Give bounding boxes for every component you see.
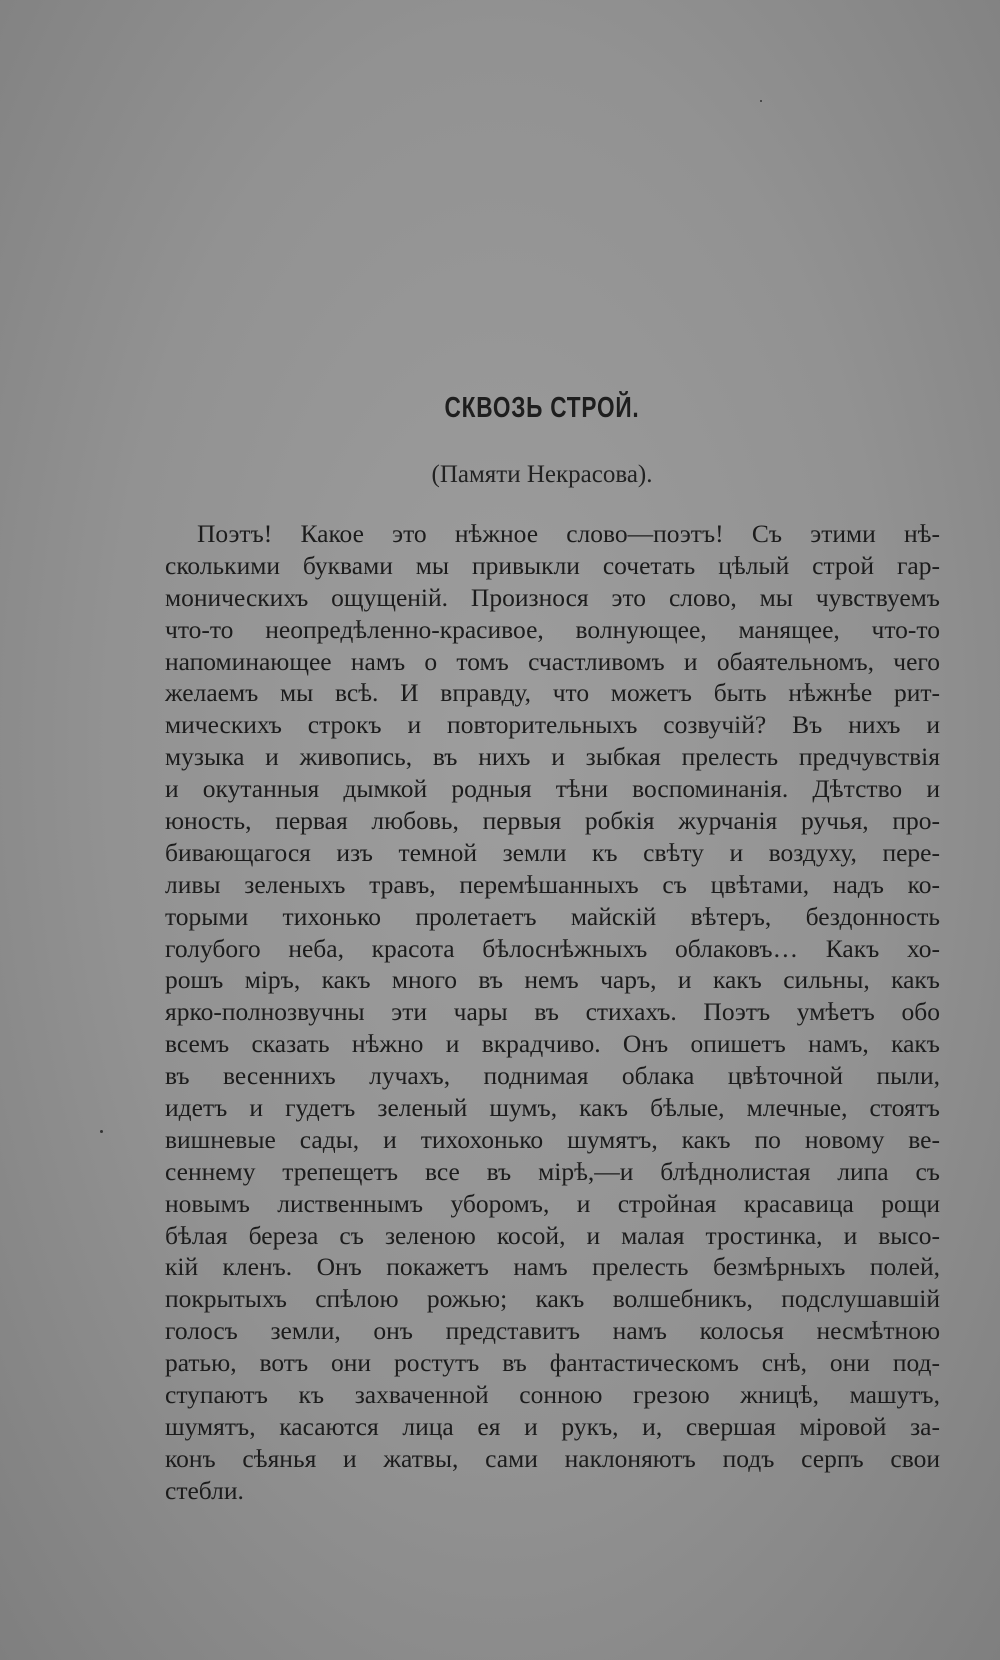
text-line: мическихъ строкъ и повторительныхъ созвучій? Въ нихъ и bbox=[165, 710, 940, 740]
text-line: что-то неопредѣленно-красивое, волнующее, манящее, что-то bbox=[165, 614, 940, 644]
text-line: сколькими буквами мы привыкли сочетать цѣлый строй гар- bbox=[165, 550, 940, 580]
text-line: желаемъ мы всѣ. И вправду, что можетъ быть нѣжнѣе рит- bbox=[165, 678, 940, 708]
text-line: торыми тихонько пролетаетъ майскій вѣтеръ, бездонность bbox=[165, 901, 940, 931]
text-line: стебли. bbox=[165, 1475, 244, 1505]
text-line: рошъ міръ, какъ много въ немъ чаръ, и какъ сильны, какъ bbox=[165, 965, 940, 995]
chapter-title: СКВОЗЬ СТРОЙ. bbox=[444, 392, 640, 424]
text-line: голубого неба, красота бѣлоснѣжныхъ облаковъ… Какъ хо- bbox=[165, 933, 940, 963]
text-line: ступаютъ къ захваченной сонною грезою жницѣ, машутъ, bbox=[165, 1380, 940, 1410]
text-line: голосъ земли, онъ представитъ намъ колосья несмѣтною bbox=[165, 1316, 940, 1346]
paper-speck bbox=[760, 100, 762, 102]
text-line: въ весеннихъ лучахъ, поднимая облака цвѣточной пыли, bbox=[165, 1061, 940, 1091]
text-line: новымъ лиственнымъ уборомъ, и стройная красавица рощи bbox=[165, 1188, 940, 1218]
text-line: напоминающее намъ о томъ счастливомъ и обаятельномъ, чего bbox=[165, 646, 940, 676]
body-text bbox=[165, 518, 940, 1507]
text-line: музыка и живопись, въ нихъ и зыбкая прелесть предчувствія bbox=[165, 742, 940, 772]
text-line: покрытыхъ спѣлою рожью; какъ волшебникъ, подслушавшій bbox=[165, 1284, 940, 1314]
text-line: ярко-полнозвучны эти чары въ стихахъ. Поэтъ умѣетъ обо bbox=[165, 997, 940, 1027]
text-line: конъ сѣянья и жатвы, сами наклоняютъ подъ серпъ свои bbox=[165, 1443, 940, 1473]
text-line: идетъ и гудетъ зеленый шумъ, какъ бѣлые, млечные, стоятъ bbox=[165, 1093, 940, 1123]
text-line: всемъ сказать нѣжно и вкрадчиво. Онъ опишетъ намъ, какъ bbox=[165, 1029, 940, 1059]
text-line: шумятъ, касаются лица ея и рукъ, и, свершая міровой за- bbox=[165, 1411, 940, 1441]
text-line: юность, первая любовь, первыя робкія журчанія ручья, про- bbox=[165, 806, 940, 836]
text-line: бивающагося изъ темной земли къ свѣту и воздуху, пере- bbox=[165, 837, 940, 867]
text-line: ратью, вотъ они ростутъ въ фантастическомъ снѣ, они под- bbox=[165, 1348, 940, 1378]
text-line: вишневые сады, и тихохонько шумятъ, какъ по новому ве- bbox=[165, 1124, 940, 1154]
text-line: и окутанныя дымкой родныя тѣни воспоминанія. Дѣтство и bbox=[165, 774, 940, 804]
text-line: сеннему трепещетъ все въ мірѣ,—и блѣднолистая липа съ bbox=[165, 1156, 940, 1186]
text-line: ливы зеленыхъ травъ, перемѣшанныхъ съ цвѣтами, надъ ко- bbox=[165, 869, 940, 899]
text-line: бѣлая береза съ зеленою косой, и малая тростинка, и высо- bbox=[165, 1220, 940, 1250]
chapter-subtitle: (Памяти Некрасова). bbox=[431, 461, 653, 488]
paper-speck bbox=[100, 1130, 103, 1133]
text-line: кій кленъ. Онъ покажетъ намъ прелесть безмѣрныхъ полей, bbox=[165, 1252, 940, 1282]
text-line: моническихъ ощущеній. Произнося это слово, мы чувствуемъ bbox=[165, 582, 940, 612]
text-line: Поэтъ! Какое это нѣжное слово—поэтъ! Съ этими нѣ- bbox=[197, 519, 940, 548]
